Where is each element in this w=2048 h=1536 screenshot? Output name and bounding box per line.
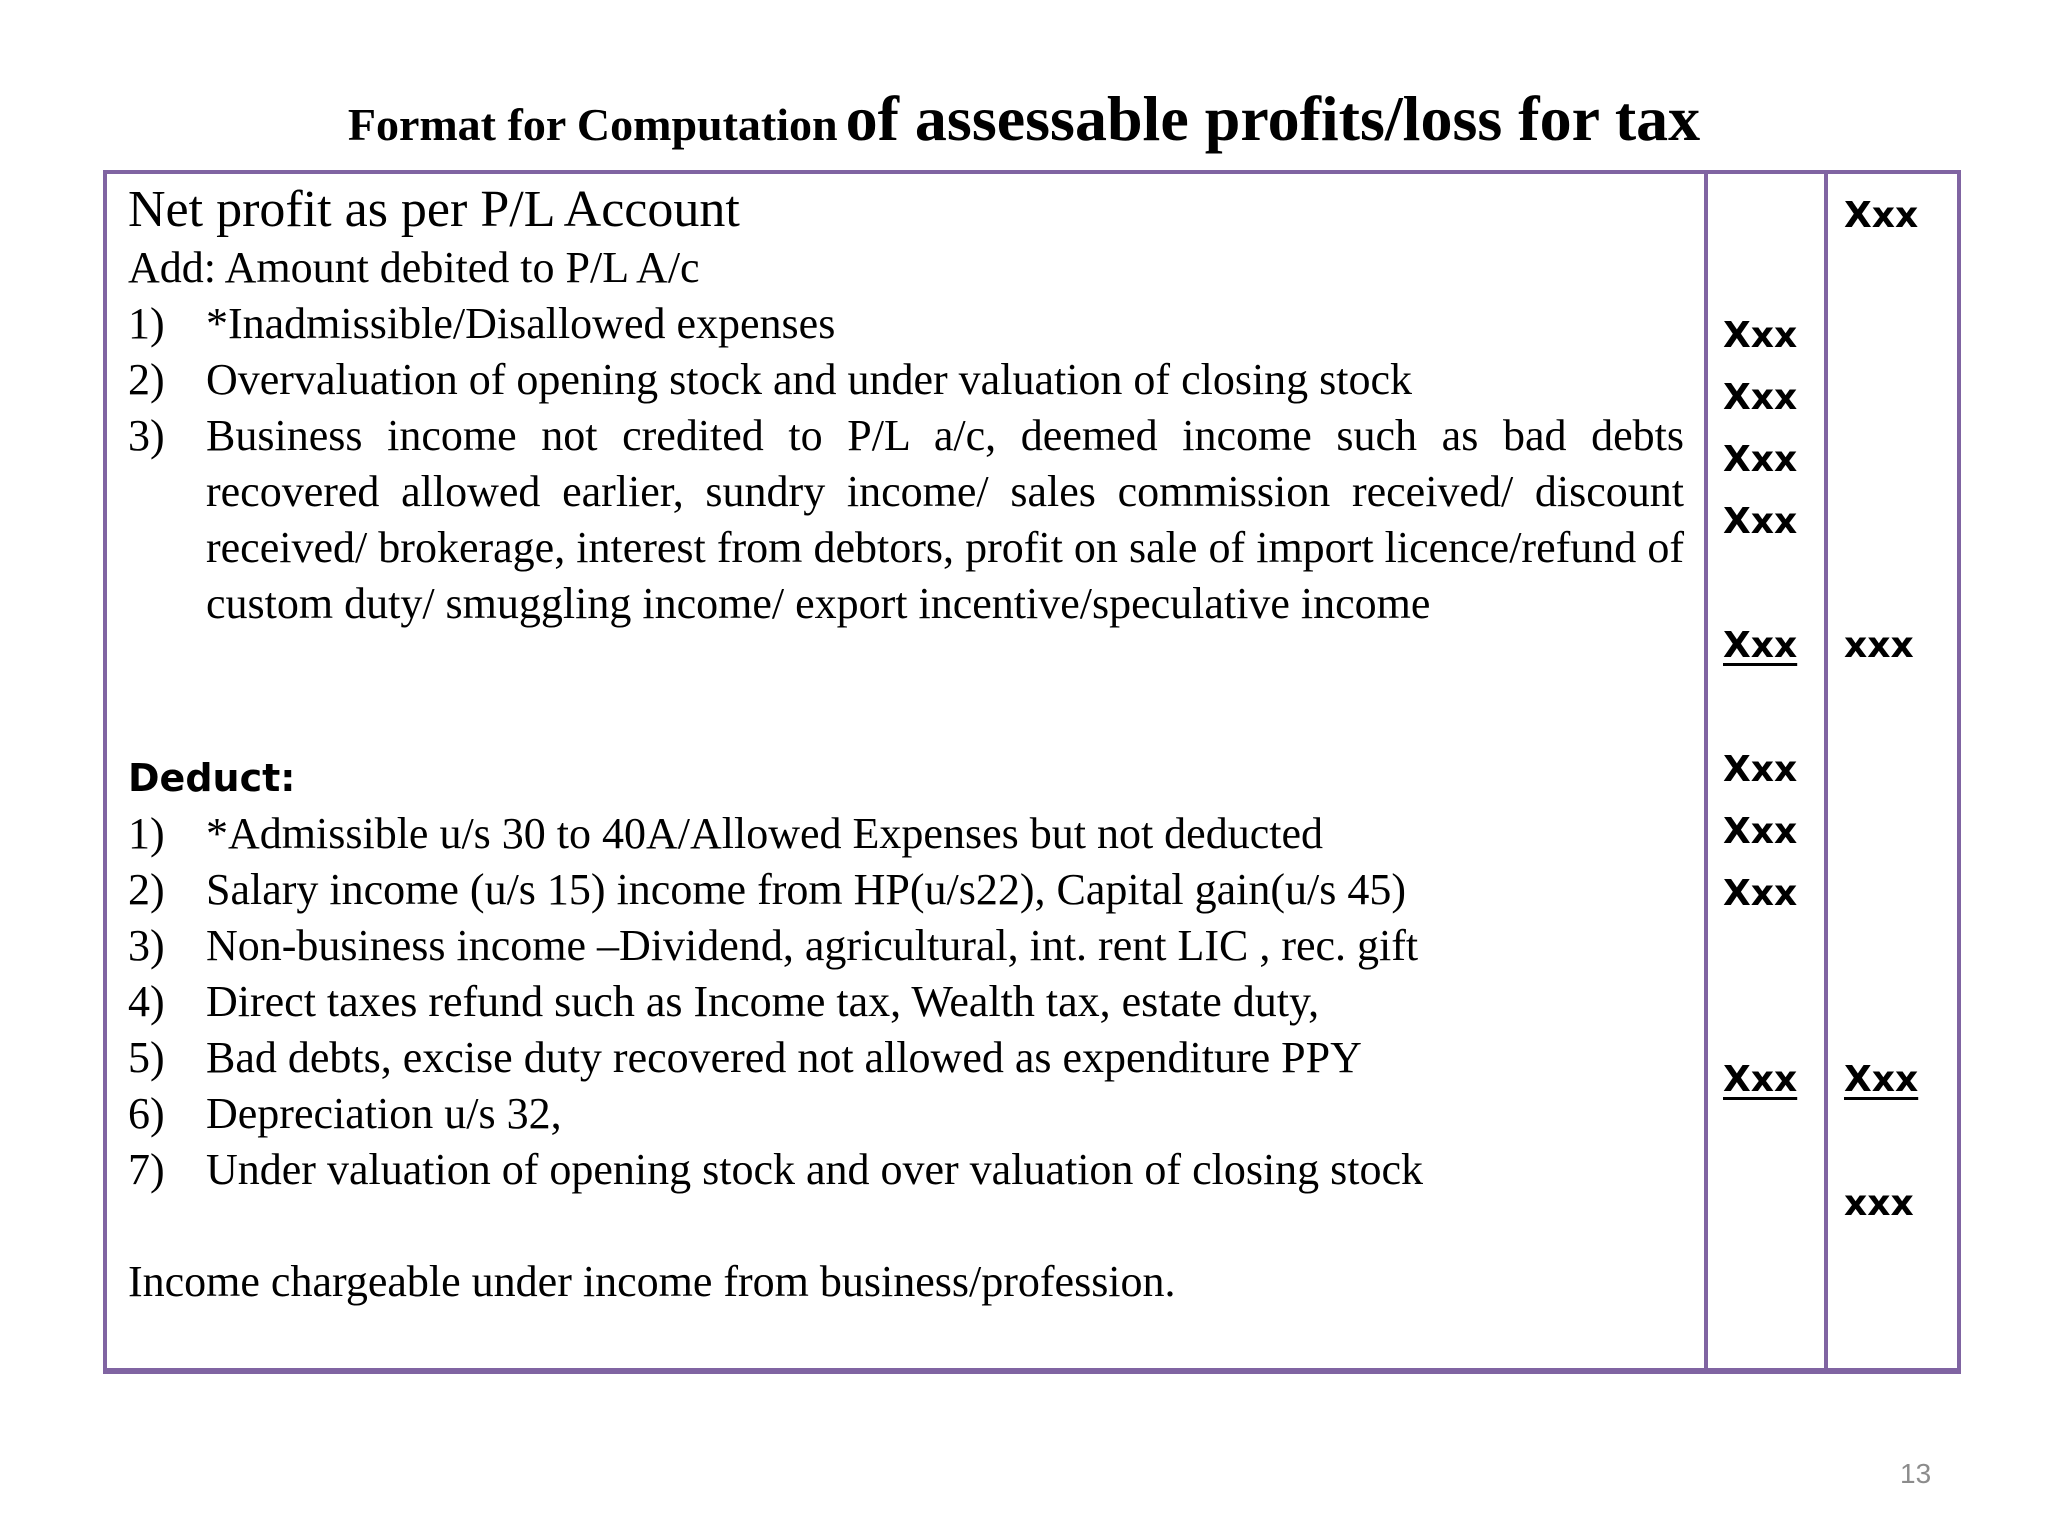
deduct-item-number: 1) (128, 809, 165, 858)
deduct-item-number: 2) (128, 865, 165, 914)
deduct-item-text: Under valuation of opening stock and over valuation of closing stock (206, 1145, 1424, 1194)
amount-cell: Xxx (1723, 811, 1798, 852)
amount-cell: Xxx (1723, 749, 1798, 790)
deduct-item-text: *Admissible u/s 30 to 40A/Allowed Expenses but not deducted (206, 809, 1323, 858)
column-divider (1704, 174, 1708, 1368)
deduct-item-number: 7) (128, 1145, 165, 1194)
amount-cell: Xxx (1723, 501, 1798, 542)
deduct-item-number: 4) (128, 977, 165, 1026)
add-item-number: 2) (128, 355, 165, 404)
title-part-2: of assessable profits/loss for tax (845, 83, 1701, 154)
page-title (0, 82, 2048, 156)
add-item-text: *Inadmissible/Disallowed expenses (206, 299, 836, 348)
amount-cell-subtotal: Xxx (1723, 625, 1798, 666)
deduct-item-number: 3) (128, 921, 165, 970)
total-cell-subtotal: Xxx (1844, 1059, 1919, 1100)
deduct-item-text: Direct taxes refund such as Income tax, Wealth tax, estate duty, (206, 977, 1320, 1026)
page-number: 13 (1900, 1458, 1932, 1489)
computation-table (103, 170, 1961, 1374)
net-profit-line: Net profit as per P/L Account (128, 181, 740, 238)
deduct-item-text: Bad debts, excise duty recovered not allowed as expenditure PPY (206, 1033, 1362, 1082)
add-item-number: 3) (128, 411, 165, 460)
total-cell: Xxx (1844, 195, 1919, 236)
total-cell: xxx (1844, 625, 1914, 666)
add-item-number: 1) (128, 299, 165, 348)
deduct-item-number: 5) (128, 1033, 165, 1082)
amount-cell-subtotal: Xxx (1723, 1059, 1798, 1100)
deduct-heading: Deduct: (128, 756, 296, 800)
amount-cell: Xxx (1723, 377, 1798, 418)
add-item-text: Business income not credited to P/L a/c, deemed income such as bad debts recovered allowed earlier, sundry income/ sales commission received/ discount received/ brokerage, interest from debtors, profit on sale of import licence/refund of custom duty/ smuggling income/ export incentive/speculative income (206, 411, 1684, 628)
result-line: Income chargeable under income from business/profession. (128, 1257, 1176, 1306)
amount-cell: Xxx (1723, 439, 1798, 480)
title-part-1: Format for Computation (347, 99, 838, 150)
deduct-item-text: Non-business income –Dividend, agricultural, int. rent LIC , rec. gift (206, 921, 1419, 970)
add-heading: Add: Amount debited to P/L A/c (128, 243, 700, 292)
add-item-text: Overvaluation of opening stock and under valuation of closing stock (206, 355, 1413, 404)
amount-cell: Xxx (1723, 315, 1798, 356)
total-cell-final: xxx (1844, 1183, 1914, 1224)
deduct-item-text: Salary income (u/s 15) income from HP(u/s22), Capital gain(u/s 45) (206, 865, 1406, 914)
column-divider (1824, 174, 1828, 1368)
deduct-item-text: Depreciation u/s 32, (206, 1089, 562, 1138)
amount-cell: Xxx (1723, 873, 1798, 914)
deduct-item-number: 6) (128, 1089, 165, 1138)
